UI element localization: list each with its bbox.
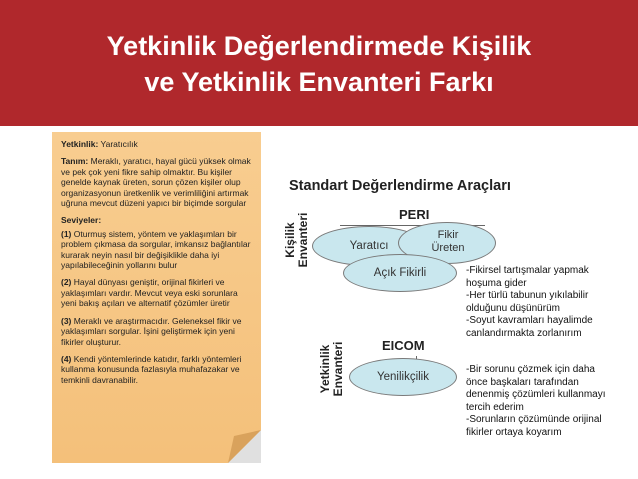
fikir-ureten-line-1: Fikir (437, 229, 459, 241)
slide-title (0, 28, 638, 100)
tanim-value: Meraklı, yaratıcı, hayal gücü yüksek olmak ve pek çok yeni fikre sahip olmaktır. Bu kişiler genelde kaynak üreten, sorun çözen kişiler olup organizasyonun üretkenlik ve verimliliğini artırmak uğruna mevcut düzeni yapıcı bir biçimde sorgular (61, 156, 251, 209)
yetkinlik-example-line: denenmiş çözümleri kullanmayı (466, 389, 606, 400)
level-1-num: (1) (61, 228, 72, 239)
level-4-text: Kendi yöntemlerinde katıdır, farklı yöntemleri kullanma konusunda fazlasıyla muhafazakar ve temkinli davranabilir. (61, 353, 242, 385)
kisilik-example-line: hoşuma gider (466, 277, 527, 289)
level-2-text: Hayal dünyası geniştir, orijinal fikirleri ve yaklaşımları vardır. Mevcut veya eski sorunlara yeni bakış açıları ve alternatif çözümler üretir (61, 277, 238, 309)
level-1-text: Oturmuş sistem, yöntem ve yaklaşımları bir problem çıkmasa da sorgular, imkansız bağlantılar kurarak neyin nasıl bir değişiklikle daha iyi yapılabileceğinin yollarını bulur (61, 228, 251, 271)
yenilikcilik-label: Yenilikçilik (377, 371, 429, 383)
yetkinlik-example-line: -Bir sorunu çözmek için daha (466, 364, 595, 375)
kisilik-envanteri-label (284, 205, 310, 275)
title-line-1: Yetkinlik Değerlendirmede Kişilik (106, 31, 532, 61)
yaratici-label: Yaratıcı (349, 240, 389, 252)
kisilik-example-line: canlandırmakta zorlanırım (466, 327, 582, 339)
definition-note (52, 132, 263, 465)
seviyeler-label: Seviyeler: (61, 215, 102, 226)
eicom-label: EICOM (382, 338, 425, 353)
yetkinlik-example-line: -Sorunların çözümünde orijinal (466, 414, 602, 425)
kisilik-label-line-2: Envanteri (296, 212, 310, 268)
peri-label: PERI (399, 207, 430, 222)
kisilik-example-line: olduğunu düşünürüm (466, 302, 560, 314)
tanim-label: Tanım: (61, 156, 89, 167)
yetkinlik-value: Yaratıcılık (100, 139, 138, 149)
kisilik-example-line: -Soyut kavramları hayalimde (466, 315, 593, 326)
diagram-heading: Standart Değerlendirme Araçları (289, 178, 511, 194)
level-4-num: (4) (61, 353, 72, 364)
kisilik-label-line-1: Kişilik (283, 222, 297, 258)
fikir-ureten-label (418, 229, 478, 255)
yetkinlik-example-line: önce başkaları tarafından (466, 376, 579, 388)
level-2-num: (2) (61, 277, 72, 288)
yetkinlik-label: Yetkinlik: (61, 139, 99, 149)
yetkinlik-example-line: tercih ederim (466, 401, 524, 413)
level-3-text: Meraklı ve araştırmacıdır. Geleneksel fikir ve yaklaşımları sorgular. İşini geliştirmek için yeni fikirler oluşturur. (61, 315, 242, 347)
yenilikcilik-ellipse (349, 358, 457, 396)
acik-fikirli-label: Açık Fikirli (373, 267, 427, 279)
title-line-2: ve Yetkinlik Envanteri Farkı (144, 67, 494, 97)
kisilik-examples (466, 265, 593, 340)
kisilik-example-line: -Her türlü tabunun yıkılabilir (466, 290, 589, 301)
yetkinlik-example-line: fikirler ortaya koyarım (466, 426, 562, 438)
level-3-num: (3) (61, 315, 72, 326)
yetkinlik-label-line-1: Yetkinlik (318, 344, 332, 394)
yetkinlik-envanteri-label (319, 329, 345, 409)
kisilik-example-line: -Fikirsel tartışmalar yapmak (466, 265, 589, 276)
yetkinlik-label-line-2: Envanteri (331, 341, 345, 397)
yetkinlik-examples (466, 364, 606, 439)
acik-fikirli-ellipse (343, 254, 457, 292)
fikir-ureten-line-2: Üreten (431, 242, 465, 254)
